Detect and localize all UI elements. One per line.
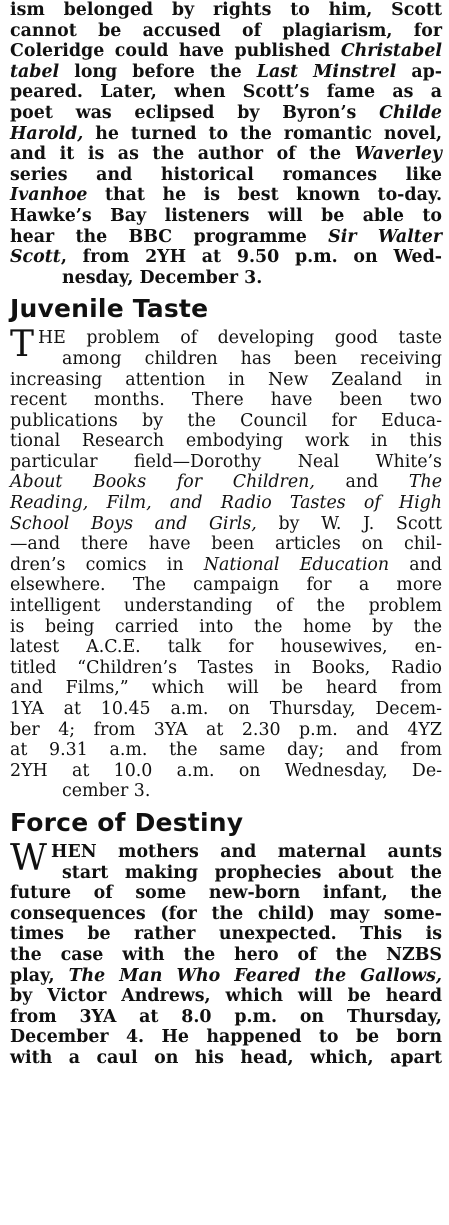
text-line: poet was eclipsed by Byron’s Childe xyxy=(10,102,442,123)
text-line: among children has been receiving xyxy=(62,348,442,369)
text-line: increasing attention in New Zealand in xyxy=(10,369,442,390)
text-line: titled “Children’s Tastes in Books, Radio xyxy=(10,657,442,678)
text-line: School Boys and Girls, by W. J. Scott xyxy=(10,513,443,534)
text-line: series and historical romances like xyxy=(10,164,442,185)
text-line: consequences (for the child) may some- xyxy=(10,903,442,924)
text-line: ism belonged by rights to him, Scott xyxy=(10,0,442,20)
text-line: About Books for Children, and The xyxy=(10,472,442,493)
text-line: intelligent understanding of the problem xyxy=(10,596,442,617)
text-line: elsewhere. The campaign for a more xyxy=(10,575,442,596)
article-paragraph xyxy=(10,324,443,802)
text-line: Coleridge could have published Christabel xyxy=(10,41,442,62)
text-line: cannot be accused of plagiarism, for xyxy=(10,20,442,41)
text-line: is being carried into the home by the xyxy=(10,616,442,637)
text-line: Reading, Film, and Radio Tastes of High xyxy=(10,493,442,514)
article-heading: Juvenile Taste xyxy=(10,294,209,324)
magazine-column xyxy=(10,0,442,1069)
text-line: hear the BBC programme Sir Walter xyxy=(10,226,442,247)
text-line: —and there have been articles on chil- xyxy=(10,534,442,555)
text-line: nesday, December 3. xyxy=(62,267,263,288)
text-line: times be rather unexpected. This is xyxy=(10,924,442,945)
text-line: with a caul on his head, which, apart xyxy=(10,1047,442,1068)
text-line: publications by the Council for Educa- xyxy=(10,410,442,431)
text-line: Hawke’s Bay listeners will be able to xyxy=(10,205,442,226)
text-line: tabel long before the Last Minstrel ap- xyxy=(10,61,442,82)
text-line: ber 4; from 3YA at 2.30 p.m. and 4YZ xyxy=(10,719,442,740)
text-line: and it is as the author of the Waverley xyxy=(10,144,442,165)
text-line: from 3YA at 8.0 p.m. on Thursday, xyxy=(10,1006,442,1027)
text-line: December 4. He happened to be born xyxy=(10,1027,442,1048)
text-line: Harold, he turned to the romantic novel, xyxy=(10,123,442,144)
article-heading: Force of Destiny xyxy=(10,807,244,837)
text-line: tional Research embodying work in this xyxy=(10,431,442,452)
text-line: Scott, from 2YH at 9.50 p.m. on Wed- xyxy=(10,247,442,268)
text-line: dren’s comics in National Education and xyxy=(10,554,443,575)
text-line: 1YA at 10.45 a.m. on Thursday, Decem- xyxy=(10,699,442,719)
text-line: HE problem of developing good taste xyxy=(38,328,442,349)
drop-cap: W xyxy=(10,837,48,879)
text-line: HEN mothers and maternal aunts xyxy=(51,841,442,862)
text-line: particular field—Dorothy Neal White’s xyxy=(10,451,442,472)
text-line: cember 3. xyxy=(62,781,151,802)
text-line: start making prophecies about the xyxy=(62,862,442,883)
text-line: Ivanhoe that he is best known to-day. xyxy=(10,185,442,206)
drop-cap: T xyxy=(10,324,35,366)
text-line: latest A.C.E. talk for housewives, en- xyxy=(10,637,442,658)
text-line: recent months. There have been two xyxy=(10,390,442,411)
text-line: peared. Later, when Scott’s fame as a xyxy=(10,82,442,103)
text-line: 2YH at 10.0 a.m. on Wednesday, De- xyxy=(10,760,442,781)
text-line: play, The Man Who Feared the Gallows, xyxy=(10,965,442,986)
text-line: the case with the hero of the NZBS xyxy=(10,944,442,965)
intro-paragraph xyxy=(10,0,442,288)
article-paragraph xyxy=(10,837,442,1069)
text-line: and Films,” which will be heard from xyxy=(10,678,442,699)
text-line: future of some new-born infant, the xyxy=(10,883,442,904)
text-line: at 9.31 a.m. the same day; and from xyxy=(10,740,442,761)
text-line: by Victor Andrews, which will be heard xyxy=(10,986,442,1007)
